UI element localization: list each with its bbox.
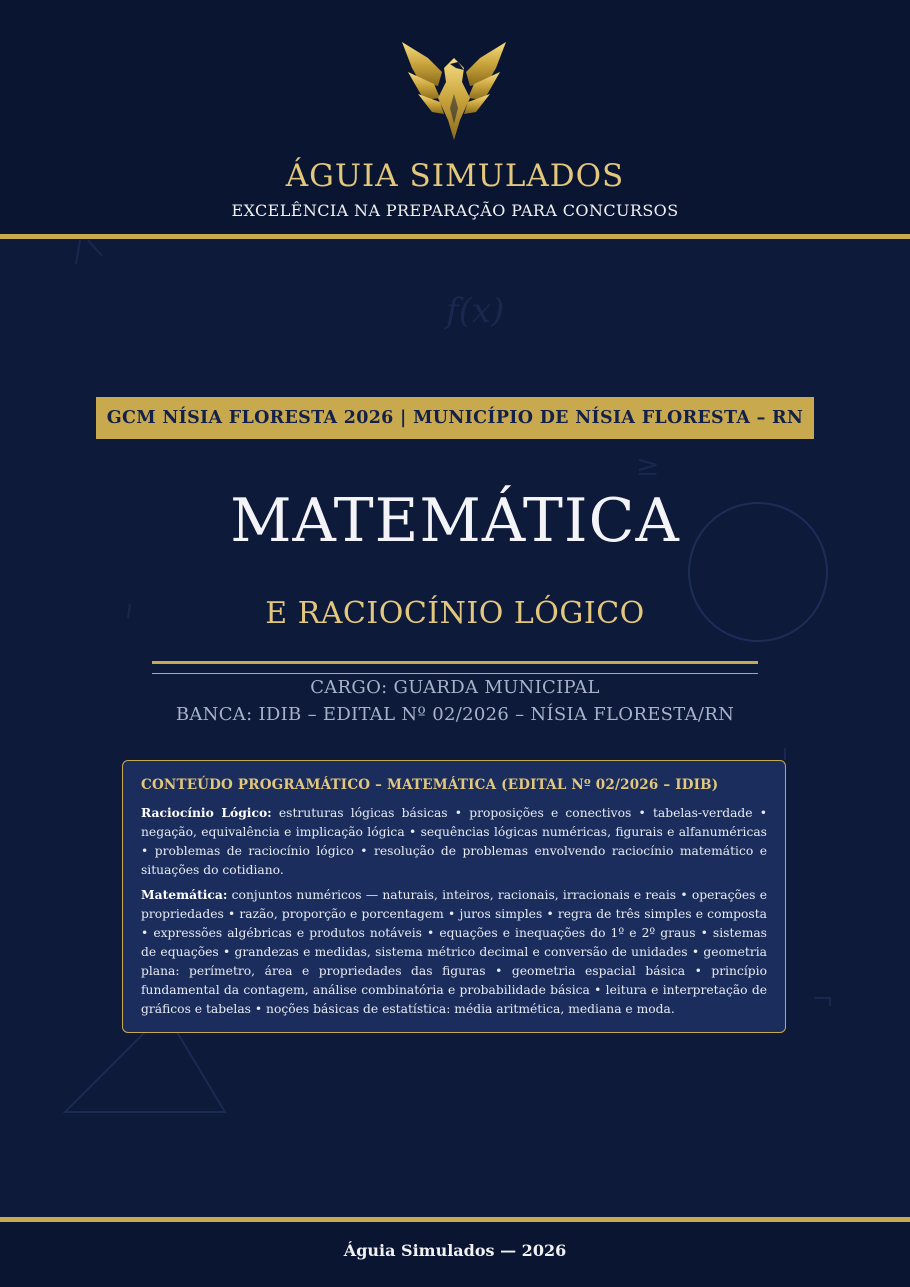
title-divider-thin (152, 673, 758, 674)
syllabus-box (122, 760, 786, 1033)
exam-banner: GCM NÍSIA FLORESTA 2026 | MUNICÍPIO DE NÍSIA FLORESTA – RN (96, 397, 814, 439)
cargo-line: CARGO: GUARDA MUNICIPAL (310, 677, 600, 698)
section-text: conjuntos numéricos — naturais, inteiros, racionais, irracionais e reais • operações e propriedades • razão, proporção e porcentagem • juros simples • regra de três simples e composta • expressões algébricas e produtos notáveis • equações e inequações do 1º e 2º graus • sistemas de equações • grandezas e medidas, sistema métrico decimal e conversão de unidades • geometria plana: perímetro, área e propriedades das figuras • geometria espacial básica • princípio fundamental da contagem, análise combinatória e probabilidade básica • leitura e interpretação de gráficos e tabelas • noções básicas de estatística: média aritmética, mediana e moda. (141, 888, 767, 1016)
golden-eagle-icon (398, 38, 510, 142)
page-subtitle: E RACIOCÍNIO LÓGICO (265, 596, 645, 631)
syllabus-section-logic (141, 803, 767, 880)
header-divider (0, 234, 910, 239)
syllabus-heading: CONTEÚDO PROGRAMÁTICO – MATEMÁTICA (EDITAL Nº 02/2026 – IDIB) (141, 777, 719, 793)
syllabus-section-math (141, 885, 767, 1019)
title-divider (152, 661, 758, 664)
watermark-stroke (814, 998, 830, 1006)
inequality-watermark: ≥ (636, 449, 660, 482)
footer-text: Águia Simulados — 2026 (343, 1241, 567, 1260)
watermark-stroke (88, 240, 102, 256)
brand-name: ÁGUIA SIMULADOS (285, 158, 625, 194)
section-text: estruturas lógicas básicas • proposições e conectivos • tabelas-verdade • negação, equivalência e implicação lógica • sequências lógicas numéricas, figurais e alfanuméricas • problemas de raciocínio lógico • resolução de problemas envolvendo raciocínio matemático e situações do cotidiano. (141, 806, 767, 877)
page-title: MATEMÁTICA (230, 486, 680, 556)
section-label: Raciocínio Lógico: (141, 805, 272, 820)
formula-watermark: f(x) (446, 291, 505, 331)
brand-tagline: EXCELÊNCIA NA PREPARAÇÃO PARA CONCURSOS (231, 201, 679, 220)
section-label: Matemática: (141, 887, 228, 902)
watermark-stroke (76, 240, 80, 264)
banca-line: BANCA: IDIB – EDITAL Nº 02/2026 – NÍSIA FLORESTA/RN (175, 704, 735, 725)
